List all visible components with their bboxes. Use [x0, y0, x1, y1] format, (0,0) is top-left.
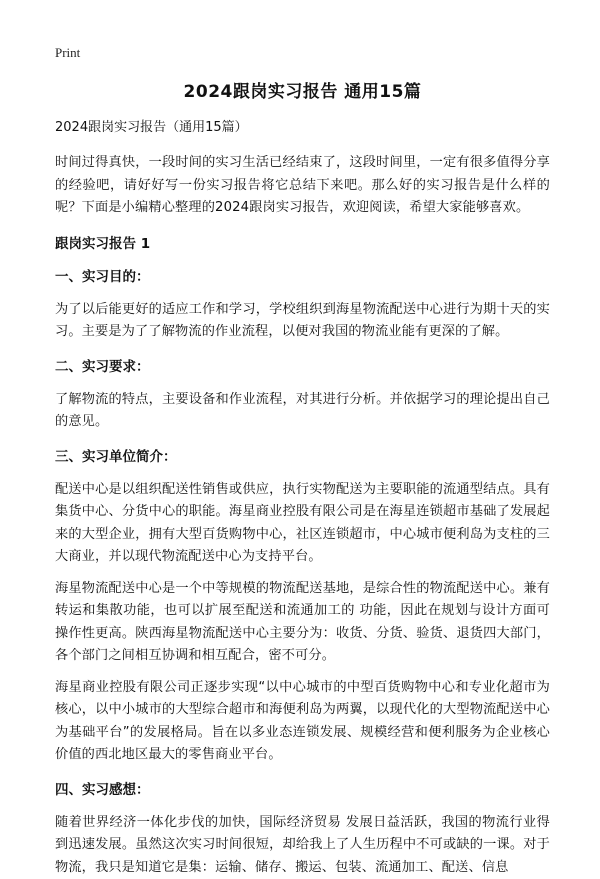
section-heading-reflections: 四、实习感想：: [55, 780, 550, 800]
section-heading-company-intro: 三、实习单位简介：: [55, 447, 550, 467]
print-link[interactable]: Print: [55, 45, 80, 61]
section-paragraph: 配送中心是以组织配送性销售或供应，执行实物配送为主要职能的流通型结点。具有集货中心、分货中心的职能。海星商业控股有限公司是在海星连锁超市基础了发展起来的大型企业，拥有大型百货购物中心，社区连锁超市，中心城市便利岛为支柱的三大商业，并以现代物流配送中心为支持平台。: [55, 479, 550, 569]
section-paragraph: 了解物流的特点，主要设备和作业流程，对其进行分析。并依据学习的理论提出自己的意见。: [55, 389, 550, 434]
document-page: [55, 80, 550, 879]
page-title: 2024跟岗实习报告 通用15篇: [55, 80, 550, 104]
section-paragraph: 海星物流配送中心是一个中等规模的物流配送基地，是综合性的物流配送中心。兼有转运和集散功能，也可以扩展至配送和流通加工的 功能，因此在规划与设计方面可操作性更高。陕西海星物流配送中心主要分为：收货、分货、验货、退货四大部门，各个部门之间相互协调和相互配合，密不可分。: [55, 578, 550, 668]
section-heading-purpose: 一、实习目的：: [55, 267, 550, 287]
report-heading: 跟岗实习报告 1: [55, 234, 550, 254]
section-paragraph: 随着世界经济一体化步伐的加快，国际经济贸易 发展日益活跃，我国的物流行业得到迅速发展。虽然这次实习时间很短，却给我上了人生历程中不可或缺的一课。对于物流，我只是知道它是集：运输、储存、搬运、包装、流通加工、配送、信息: [55, 812, 550, 879]
intro-paragraph: 时间过得真快，一段时间的实习生活已经结束了，这段时间里，一定有很多值得分享的经验吧，请好好写一份实习报告将它总结下来吧。那么好的实习报告是什么样的呢？下面是小编精心整理的2024跟岗实习报告，欢迎阅读，希望大家能够喜欢。: [55, 152, 550, 220]
document-subtitle: 2024跟岗实习报告（通用15篇）: [55, 119, 550, 137]
section-heading-requirements: 二、实习要求：: [55, 357, 550, 377]
section-paragraph: 海星商业控股有限公司正逐步实现“以中心城市的中型百货购物中心和专业化超市为核心，以中小城市的大型综合超市和海便利岛为两翼，以现代化的大型物流配送中心为基础平台”的发展格局。旨在以多业态连锁发展、规模经营和便利服务为企业核心价值的西北地区最大的零售商业平台。: [55, 677, 550, 767]
section-paragraph: 为了以后能更好的适应工作和学习，学校组织到海星物流配送中心进行为期十天的实习。主要是为了了解物流的作业流程，以便对我国的物流业能有更深的了解。: [55, 299, 550, 344]
